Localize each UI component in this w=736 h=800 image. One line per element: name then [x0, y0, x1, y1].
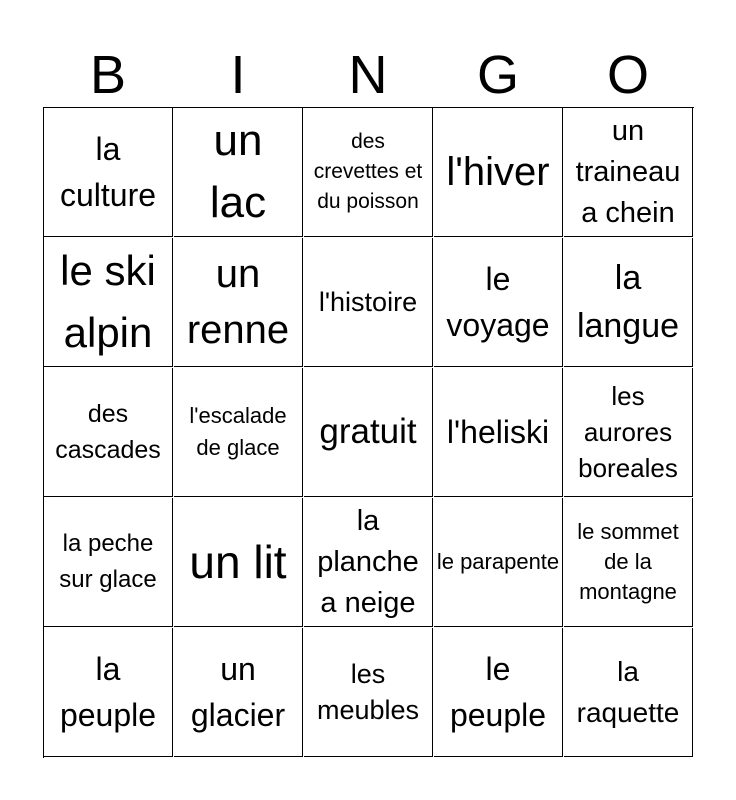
bingo-cell-r5c5: la raquette	[564, 628, 693, 757]
bingo-cell-r1c5: un traineau a chein	[564, 108, 693, 237]
bingo-cell-r2c2: un renne	[174, 238, 303, 367]
header-letter-b: B	[89, 45, 127, 105]
bingo-cell-r5c1: la peuple	[44, 628, 173, 757]
bingo-header	[43, 44, 693, 106]
bingo-cell-r3c1: des cascades	[44, 368, 173, 497]
bingo-board	[43, 107, 694, 758]
header-letter-g: G	[476, 45, 519, 105]
header-letter-o: O	[606, 45, 649, 105]
bingo-cell-r5c4: le peuple	[434, 628, 563, 757]
bingo-cell-r1c2: un lac	[174, 108, 303, 237]
bingo-cell-r4c2: un lit	[174, 498, 303, 627]
bingo-cell-r5c2: un glacier	[174, 628, 303, 757]
bingo-cell-r2c4: le voyage	[434, 238, 563, 367]
bingo-cell-r5c3: les meubles	[304, 628, 433, 757]
bingo-cell-r3c2: l'escalade de glace	[174, 368, 303, 497]
bingo-cell-r4c3: la planche a neige	[304, 498, 433, 627]
bingo-cell-r4c5: le sommet de la montagne	[564, 498, 693, 627]
bingo-cell-r3c5: les aurores boreales	[564, 368, 693, 497]
bingo-cell-r3c4: l'heliski	[434, 368, 563, 497]
header-letter-n: N	[348, 45, 388, 105]
bingo-cell-r2c1: le ski alpin	[44, 238, 173, 367]
bingo-cell-r2c3: l'histoire	[304, 238, 433, 367]
bingo-cell-r2c5: la langue	[564, 238, 693, 367]
bingo-cell-r1c1: la culture	[44, 108, 173, 237]
bingo-cell-r1c3: des crevettes et du poisson	[304, 108, 433, 237]
bingo-cell-r4c1: la peche sur glace	[44, 498, 173, 627]
bingo-cell-r1c4: l'hiver	[434, 108, 563, 237]
bingo-cell-r4c4: le parapente	[434, 498, 563, 627]
bingo-cell-r3c3: gratuit	[304, 368, 433, 497]
header-letter-i: I	[230, 45, 246, 105]
